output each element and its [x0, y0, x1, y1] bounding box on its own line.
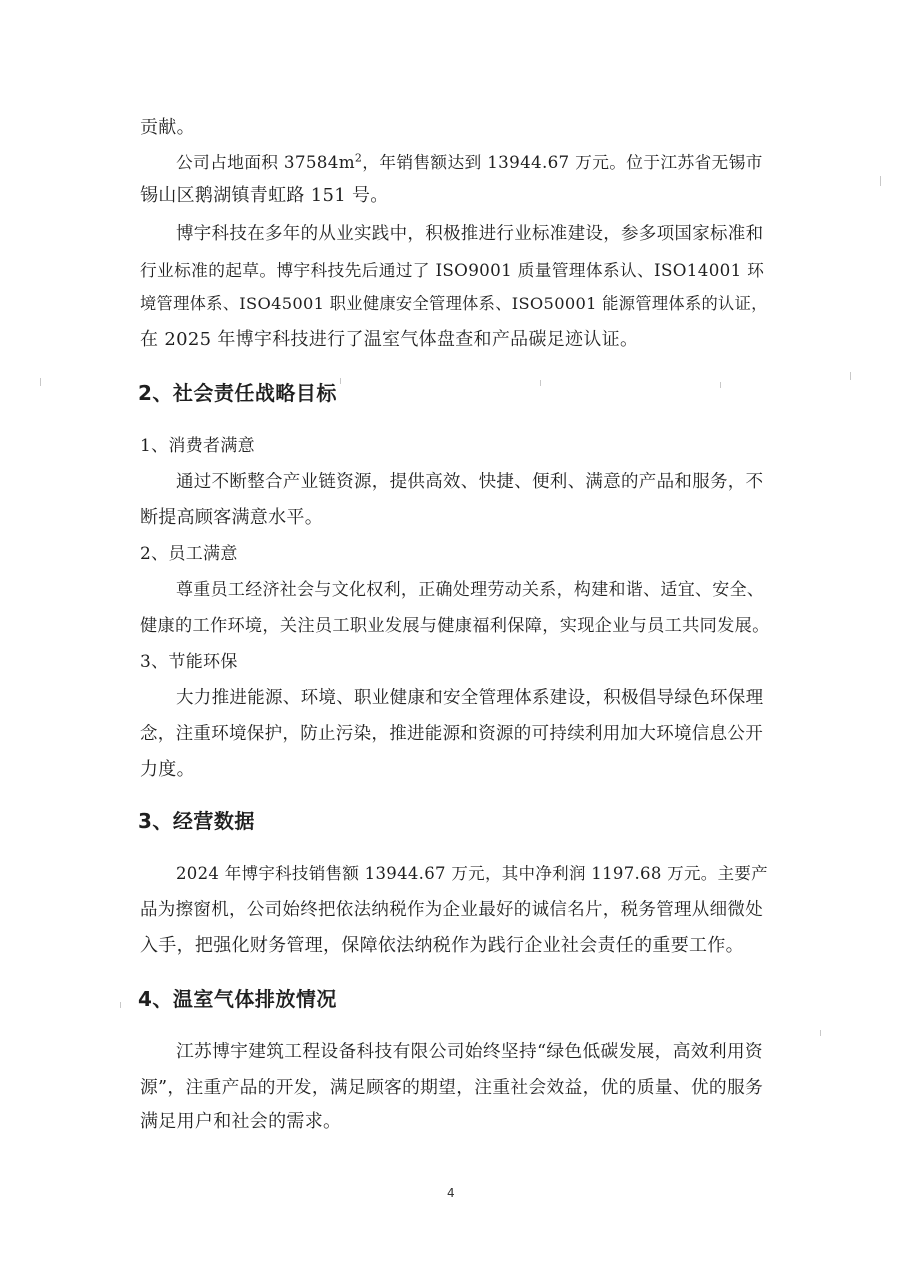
paragraph-line: 2024 年博宇科技销售额 13944.67 万元，其中净利润 1197.68 万元。主要产 [176, 864, 768, 883]
paragraph-line: 念，注重环境保护，防止污染，推进能源和资源的可持续利用加大环境信息公开 [140, 724, 763, 744]
subsection-title: 2、员工满意 [140, 544, 238, 564]
paragraph-line: 在 2025 年博宇科技进行了温室气体盘查和产品碳足迹认证。 [140, 329, 639, 350]
paragraph-line: 入手，把强化财务管理，保障依法纳税作为践行企业社会责任的重要工作。 [140, 935, 744, 956]
paragraph-line: 博宇科技在多年的从业实践中，积极推进行业标准建设，参多项国家标准和 [176, 224, 764, 244]
scan-speck [820, 1030, 821, 1036]
paragraph-line: 境管理体系、ISO45001 职业健康安全管理体系、ISO50001 能源管理体系的认证， [140, 294, 768, 313]
scan-speck [40, 378, 41, 386]
section-heading: 2、社会责任战略目标 [138, 381, 337, 405]
paragraph-line: 品为擦窗机，公司始终把依法纳税作为企业最好的诚信名片，税务管理从细微处 [140, 900, 763, 920]
paragraph-line: 大力推进能源、环境、职业健康和安全管理体系建设，积极倡导绿色环保理 [176, 688, 764, 708]
paragraph-line: 断提高顾客满意水平。 [140, 507, 323, 528]
section-heading: 4、温室气体排放情况 [138, 987, 337, 1011]
paragraph-line: 行业标准的起草。博宇科技先后通过了 ISO9001 质量管理体系认、ISO14001 环 [140, 260, 765, 280]
scan-speck [340, 378, 341, 384]
scan-speck [120, 1002, 121, 1008]
paragraph-line: 公司占地面积 $37584m^2$，年销售额达到 13944.67 万元。位于江苏省无锡市 [176, 151, 763, 172]
paragraph-line: 贡献。 [140, 117, 195, 138]
page-number: 4 [447, 1186, 455, 1200]
paragraph-line: 满足用户和社会的需求。 [140, 1111, 342, 1132]
paragraph-line: 江苏博宇建筑工程设备科技有限公司始终坚持“绿色低碳发展，高效利用资 [176, 1042, 763, 1062]
paragraph-line: 通过不断整合产业链资源，提供高效、快捷、便利、满意的产品和服务，不 [176, 472, 764, 492]
subsection-title: 3、节能环保 [140, 652, 238, 672]
paragraph-line: 尊重员工经济社会与文化权利，正确处理劳动关系，构建和谐、适宜、安全、 [176, 580, 765, 600]
section-heading: 3、经营数据 [138, 809, 255, 833]
scan-speck [880, 176, 881, 186]
paragraph-line: 健康的工作环境，关注员工职业发展与健康福利保障，实现企业与员工共同发展。 [140, 616, 770, 636]
paragraph-line: 锡山区鹅湖镇青虹路 151 号。 [140, 185, 389, 206]
paragraph-line: 力度。 [140, 759, 195, 780]
scan-speck [850, 372, 851, 380]
paragraph-line: 源”，注重产品的开发，满足顾客的期望，注重社会效益，优的质量、优的服务 [140, 1078, 764, 1098]
scan-speck [540, 380, 541, 386]
scan-speck [720, 382, 721, 388]
subsection-title: 1、消费者满意 [140, 436, 255, 456]
